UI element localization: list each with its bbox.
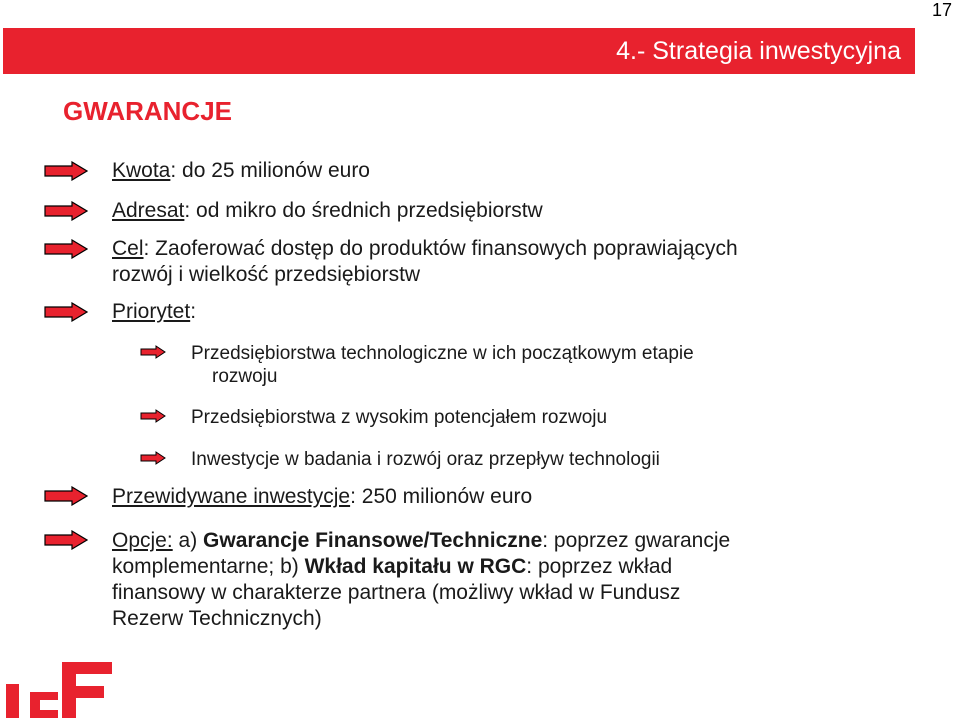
section-heading: GWARANCJE <box>63 96 233 126</box>
item-opcje-line4: Rezerw Technicznych) <box>112 607 322 630</box>
arrow-subbullet-icon <box>140 451 166 465</box>
subitem-badania: Inwestycje w badania i rozwój oraz przepływ technologii <box>191 449 660 470</box>
title-bar <box>3 28 915 74</box>
subitem-technologiczne <box>191 342 694 388</box>
item-priorytet-label: Priorytet <box>112 300 191 323</box>
item-cel <box>112 236 738 288</box>
item-adresat-text: : od mikro do średnich przedsiębiorstw <box>184 199 543 222</box>
item-opcje-part1: a) <box>172 529 204 552</box>
item-priorytet <box>112 299 196 325</box>
item-opcje-line2-part2: : poprzez wkład <box>526 555 673 578</box>
item-opcje-part2: : poprzez gwarancje <box>542 529 731 552</box>
item-priorytet-text: : <box>190 300 197 323</box>
item-opcje <box>112 528 730 632</box>
item-opcje-line2-part1: komplementarne; b) <box>112 555 305 578</box>
icf-logo <box>0 662 115 722</box>
subitem-technologiczne-line2: rozwoju <box>212 366 278 387</box>
arrow-subbullet-icon <box>140 409 166 423</box>
page-title: 4.- Strategia inwestycyjna <box>616 37 901 65</box>
arrow-bullet-icon <box>44 161 88 181</box>
arrow-bullet-icon <box>44 530 88 550</box>
page-number: 17 <box>931 0 952 20</box>
item-kwota-label: Kwota <box>112 159 171 182</box>
arrow-subbullet-icon <box>140 345 166 359</box>
arrow-bullet-icon <box>44 201 88 221</box>
item-opcje-bold1: Gwarancje Finansowe/Techniczne <box>203 529 543 552</box>
item-przewidywane-label: Przewidywane inwestycje <box>112 485 351 508</box>
item-cel-label: Cel <box>112 237 144 260</box>
item-opcje-line3: finansowy w charakterze partnera (możliwy wkład w Fundusz <box>112 581 681 604</box>
item-opcje-label: Opcje: <box>112 529 173 552</box>
arrow-bullet-icon <box>44 486 88 506</box>
arrow-bullet-icon <box>44 302 88 322</box>
subitem-potencjal: Przedsiębiorstwa z wysokim potencjałem rozwoju <box>191 407 608 428</box>
item-przewidywane-text: : 250 milionów euro <box>350 485 533 508</box>
item-cel-line2: rozwój i wielkość przedsiębiorstw <box>112 263 421 286</box>
item-adresat-label: Adresat <box>112 199 185 222</box>
item-kwota <box>112 158 370 184</box>
item-adresat <box>112 198 543 224</box>
item-przewidywane <box>112 484 532 510</box>
item-cel-line1: : Zaoferować dostęp do produktów finansowych poprawiających <box>143 237 738 260</box>
subitem-technologiczne-line1: Przedsiębiorstwa technologiczne w ich początkowym etapie <box>191 343 694 364</box>
arrow-bullet-icon <box>44 239 88 259</box>
item-kwota-text: : do 25 milionów euro <box>170 159 370 182</box>
item-opcje-bold2: Wkład kapitału w RGC <box>304 555 527 578</box>
